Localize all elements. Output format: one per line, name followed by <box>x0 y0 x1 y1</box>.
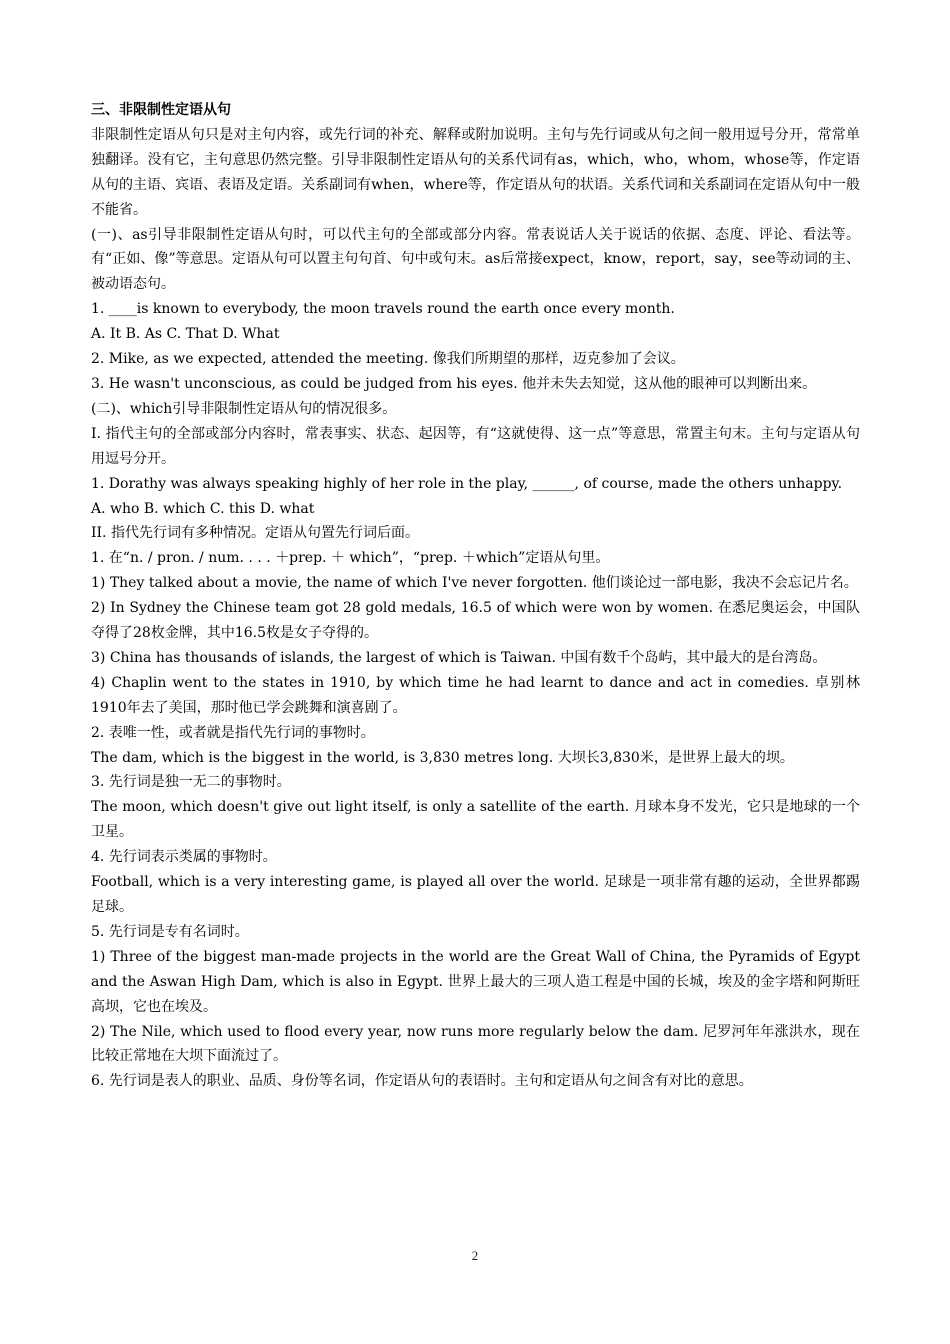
example-paragraph: 4) Chaplin went to the states in 1910, by which time he had learnt to dance and act in comedies. 卓别林1910年去了美国，那时他已学会跳舞和演喜剧了。 <box>91 674 860 716</box>
example-paragraph: 3) China has thousands of islands, the largest of which is Taiwan. 中国有数千个岛屿，其中最大的是台湾岛。 <box>91 649 827 666</box>
example-paragraph: 1) Three of the biggest man-made projects in the world are the Great Wall of China, the Pyramids of Egypt and the Aswan High Dam, which is also in Egypt. 世界上最大的三项人造工程是中国的长城，埃及的金字塔和阿斯旺高坝，它也在埃及。 <box>91 948 860 1015</box>
section-heading: 三、非限制性定语从句 <box>91 102 231 118</box>
rule-paragraph: I. 指代主句的全部或部分内容时，常表事实、状态、起因等，有“这就使得、这一点”等意思，常置主句末。主句与定语从句用逗号分开。 <box>91 425 860 467</box>
example-paragraph: 1) They talked about a movie, the name of which I've never forgotten. 他们谈论过一部电影，我决不会忘记片名。 <box>91 575 858 592</box>
example-paragraph: 2) In Sydney the Chinese team got 28 gold medals, 16.5 of which were won by women. 在悉尼奥运会，中国队夺得了28枚金牌，其中16.5枚是女子夺得的。 <box>91 600 860 642</box>
question-2: 1. Dorathy was always speaking highly of her role in the play, ______, of course, made the others unhappy. <box>91 475 843 492</box>
rule-paragraph: 2. 表唯一性，或者就是指代先行词的事物时。 <box>91 724 375 741</box>
rule-paragraph: 4. 先行词表示类属的事物时。 <box>91 849 277 866</box>
example-paragraph: 2) The Nile, which used to flood every year, now runs more regularly below the dam. 尼罗河年年涨洪水，现在比较正常地在大坝下面流过了。 <box>91 1023 860 1065</box>
example-paragraph: 2. Mike, as we expected, attended the meeting. 像我们所期望的那样，迈克参加了会议。 <box>91 351 685 368</box>
example-paragraph: The dam, which is the biggest in the world, is 3,830 metres long. 大坝长3,830米，是世界上最大的坝。 <box>91 749 794 766</box>
rule-paragraph: 3. 先行词是独一无二的事物时。 <box>91 774 291 791</box>
as-clause-paragraph: (一)、as引导非限制性定语从句时，可以代主句的全部或部分内容。常表说话人关于说话的依据、态度、评论、看法等。有“正如、像”等意思。定语从句可以置主句句首、句中或句末。as后常接expect，know，report，say，see等动词的主、被动语态句。 <box>91 226 860 293</box>
question-2-options: A. who B. which C. this D. what <box>91 500 315 517</box>
example-paragraph: Football, which is a very interesting game, is played all over the world. 足球是一项非常有趣的运动，全世界都踢足球。 <box>91 874 860 915</box>
question-1-options: A. It B. As C. That D. What <box>91 326 280 343</box>
example-paragraph: 3. He wasn't unconscious, as could be judged from his eyes. 他并未失去知觉，这从他的眼神可以判断出来。 <box>91 375 817 392</box>
rule-paragraph: 6. 先行词是表人的职业、品质、身份等名词，作定语从句的表语时。主句和定语从句之间含有对比的意思。 <box>91 1073 753 1090</box>
which-clause-heading: (二)、which引导非限制性定语从句的情况很多。 <box>91 400 397 417</box>
rule-paragraph: II. 指代先行词有多种情况。定语从句置先行词后面。 <box>91 525 419 542</box>
example-paragraph: The moon, which doesn't give out light itself, is only a satellite of the earth. 月球本身不发光，它只是地球的一个卫星。 <box>91 799 860 841</box>
question-1: 1. ____is known to everybody, the moon travels round the earth once every month. <box>91 301 675 318</box>
rule-paragraph: 1. 在“n. / pron. / num. . . . ＋prep. ＋ which”，“prep. ＋which”定语从句里。 <box>91 550 610 567</box>
page-content <box>91 98 860 1094</box>
rule-paragraph: 5. 先行词是专有名词时。 <box>91 923 249 940</box>
intro-paragraph: 非限制性定语从句只是对主句内容，或先行词的补充、解释或附加说明。主句与先行词或从句之间一般用逗号分开，常常单独翻译。没有它，主句意思仍然完整。引导非限制性定语从句的关系代词有as，which，who，whom，whose等，作定语从句的主语、宾语、表语及定语。关系副词有when，where等，作定语从句的状语。关系代词和关系副词在定语从句中一般不能省。 <box>91 126 860 218</box>
page-number: 2 <box>471 1248 479 1263</box>
